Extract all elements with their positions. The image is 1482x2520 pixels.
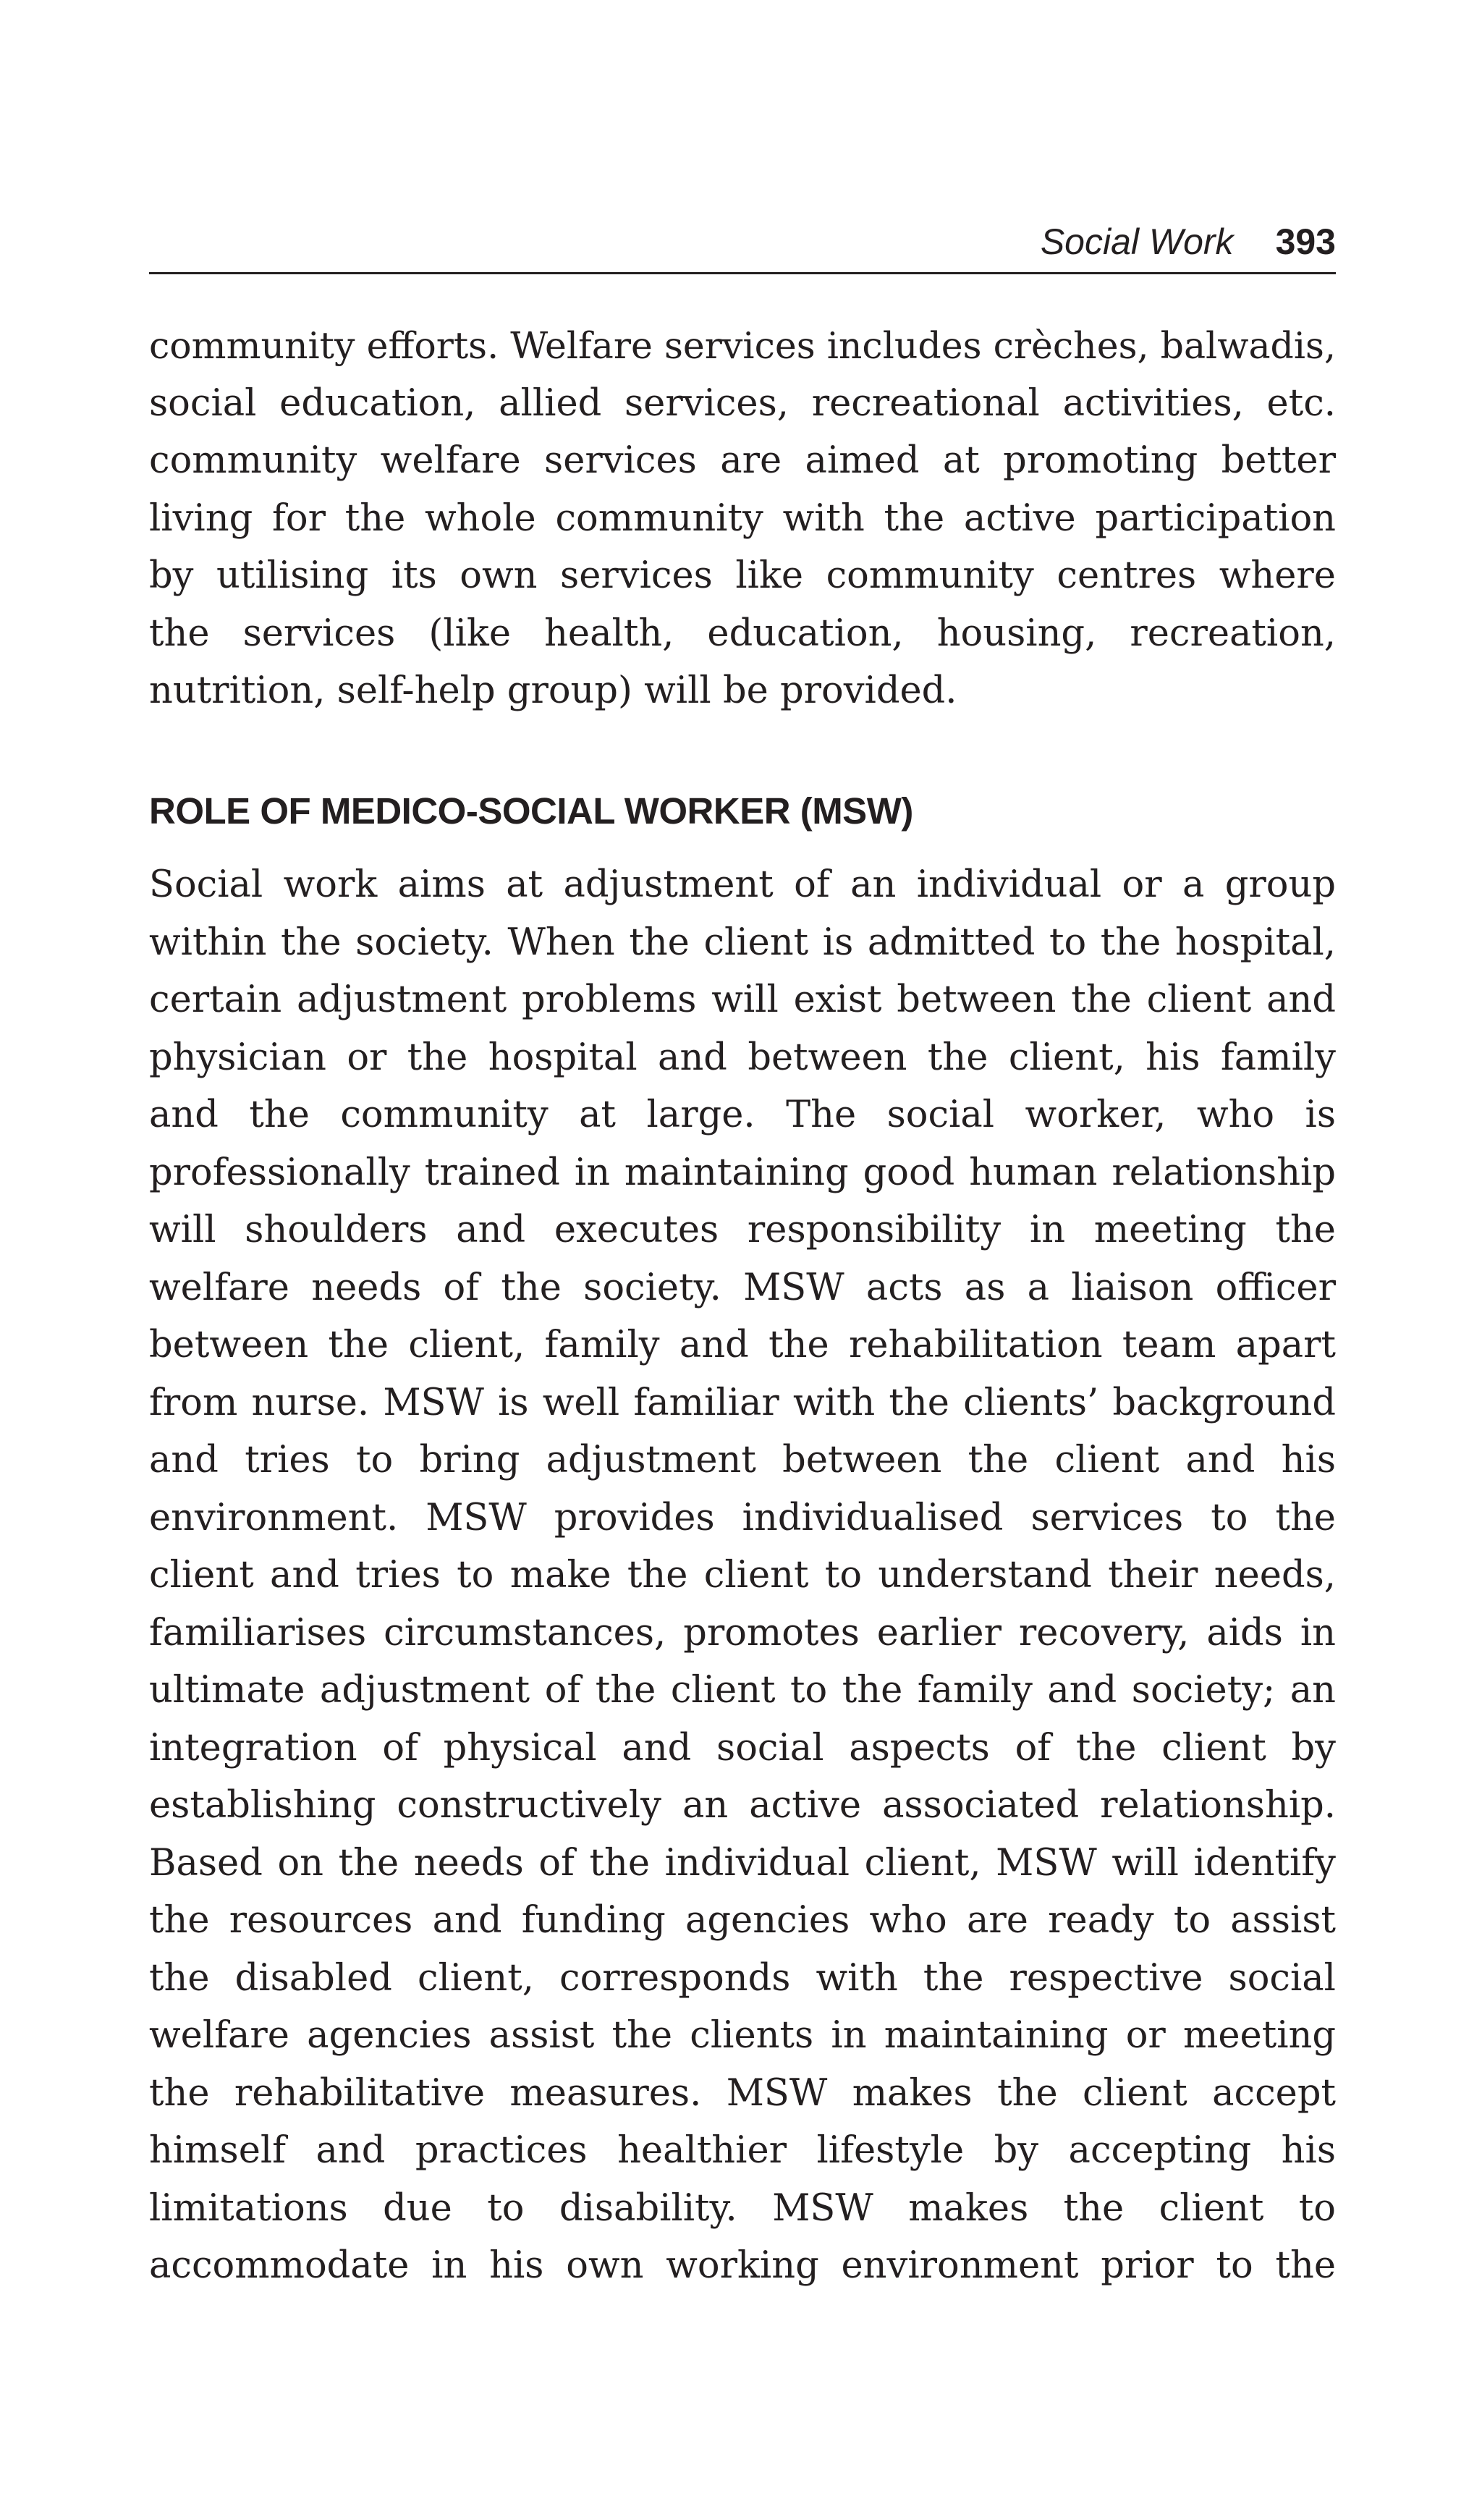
text-line: community welfare services are aimed at promoting better xyxy=(149,439,1336,482)
text-line: the services (like health, education, housing, recreation, xyxy=(149,612,1336,655)
text-line: himself and practices healthier lifestyle by accepting his xyxy=(149,2129,1336,2172)
text-line: and the community at large. The social worker, who is xyxy=(149,1094,1336,1136)
text-line: environment. MSW provides individualised services to the xyxy=(149,1496,1336,1539)
running-head xyxy=(149,211,1336,274)
text-line: living for the whole community with the active participation xyxy=(149,496,1336,540)
running-title: Social Work xyxy=(1040,221,1234,262)
text-line: welfare needs of the society. MSW acts as a liaison officer xyxy=(149,1266,1336,1309)
text-line: client and tries to make the client to understand their needs, xyxy=(149,1554,1336,1597)
text-line: from nurse. MSW is well familiar with the clients’ background xyxy=(149,1381,1336,1424)
text-line: by utilising its own services like community centres where xyxy=(149,554,1336,597)
text-line: the disabled client, corresponds with the respective social xyxy=(149,1956,1336,2000)
text-line: familiarises circumstances, promotes earlier recovery, aids in xyxy=(149,1611,1336,1654)
text-line: the resources and funding agencies who are ready to assist xyxy=(149,1899,1336,1942)
text-line: nutrition, self-help group) will be provided. xyxy=(149,669,957,712)
text-line: will shoulders and executes responsibility in meeting the xyxy=(149,1209,1336,1251)
text-line: limitations due to disability. MSW makes the client to xyxy=(149,2186,1336,2230)
text-line: Social work aims at adjustment of an individual or a group xyxy=(149,863,1336,906)
text-line: social education, allied services, recreational activities, etc. xyxy=(149,381,1336,425)
text-line: ultimate adjustment of the client to the family and society; an xyxy=(149,1669,1336,1712)
text-line: integration of physical and social aspects of the client by xyxy=(149,1726,1336,1770)
text-line: physician or the hospital and between the client, his family xyxy=(149,1036,1336,1079)
text-line: within the society. When the client is admitted to the hospital, xyxy=(149,921,1336,964)
paragraph-role-of-msw xyxy=(149,856,1336,2295)
text-line: professionally trained in maintaining good human relationship xyxy=(149,1151,1336,1194)
page-number: 393 xyxy=(1275,221,1336,262)
text-line: establishing constructively an active associated relationship. xyxy=(149,1784,1336,1827)
text-line: between the client, family and the rehabilitation team apart xyxy=(149,1324,1336,1366)
text-line: community efforts. Welfare services includes crèches, balwadis, xyxy=(149,324,1336,367)
paragraph-community-welfare xyxy=(149,317,1336,720)
text-line: the rehabilitative measures. MSW makes the client accept xyxy=(149,2071,1336,2115)
text-line: accommodate in his own working environment prior to the xyxy=(149,2244,1336,2287)
text-line: Based on the needs of the individual client, MSW will identify xyxy=(149,1841,1336,1885)
text-line: welfare agencies assist the clients in maintaining or meeting xyxy=(149,2014,1336,2057)
section-heading: ROLE OF MEDICO-SOCIAL WORKER (MSW) xyxy=(149,790,913,832)
text-line: certain adjustment problems will exist between the client and xyxy=(149,978,1336,1021)
text-line: and tries to bring adjustment between the client and his xyxy=(149,1439,1336,1481)
